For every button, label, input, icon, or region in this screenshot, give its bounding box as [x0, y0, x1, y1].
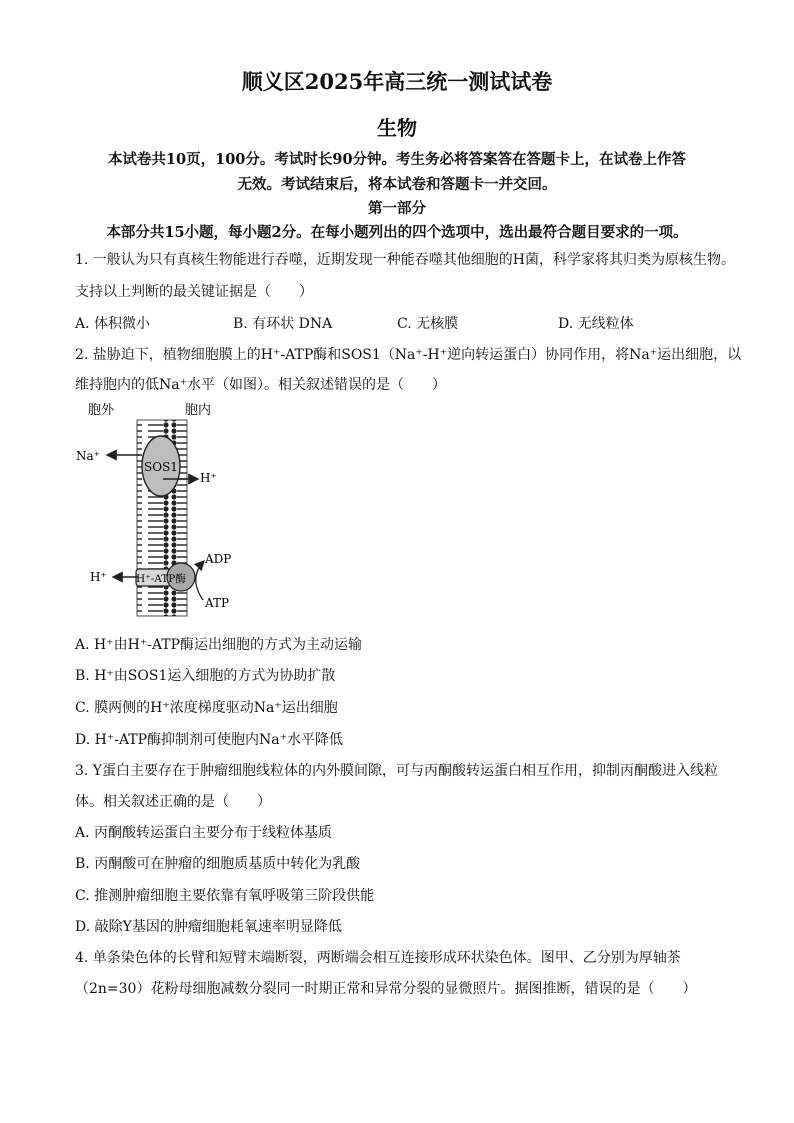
adp-label: ADP: [205, 552, 232, 566]
na-label: Na⁺: [76, 449, 100, 463]
q2-option-c: C. 膜两侧的H⁺浓度梯度驱动Na⁺运出细胞: [75, 700, 338, 716]
instructions-line-2: 无效。考试结束后，将本试卷和答题卡一并交回。: [237, 176, 557, 193]
part-heading: 第一部分: [368, 200, 426, 217]
q3-option-a: A. 丙酮酸转运蛋白主要分布于线粒体基质: [75, 825, 333, 841]
q1-stem-line-1: 1. 一般认为只有真核生物能进行吞噬，近期发现一种能吞噬其他细胞的H菌，科学家将其归类为原核生物。: [75, 252, 736, 268]
instructions-line-1: 本试卷共10页，100分。考试时长90分钟。考生务必将答案答在答题卡上，在试卷上作答: [107, 151, 687, 168]
membrane-transport-diagram: [70, 398, 250, 620]
q1-option-c: C. 无核膜: [397, 316, 459, 332]
atp-label: ATP: [205, 596, 230, 610]
h-atpase-label: H⁺-ATP酶: [136, 573, 186, 585]
subject-title: 生物: [377, 116, 417, 140]
atp-to-adp-arrow: [196, 561, 204, 600]
exam-title: 顺义区2025年高三统一测试试卷: [241, 69, 553, 94]
inside-label: 胞内: [185, 403, 212, 418]
q2-option-b: B. H⁺由SOS1运入细胞的方式为协助扩散: [75, 668, 336, 684]
part-description: 本部分共15小题，每小题2分。在每小题列出的四个选项中，选出最符合题目要求的一项。: [106, 224, 688, 241]
q1-stem-line-2: 支持以上判断的最关键证据是（ ）: [75, 284, 313, 300]
q1-option-a: A. 体积微小: [75, 316, 151, 332]
q3-stem-line-2: 体。相关叙述正确的是（ ）: [75, 794, 271, 810]
h-out-label: H⁺: [90, 570, 107, 584]
q2-option-d: D. H⁺-ATP酶抑制剂可使胞内Na⁺水平降低: [75, 732, 344, 748]
q3-option-c: C. 推测肿瘤细胞主要依靠有氧呼吸第三阶段供能: [75, 888, 375, 904]
h-in-label: H⁺: [200, 471, 217, 485]
q1-option-d: D. 无线粒体: [558, 316, 634, 332]
q2-stem-line-1: 2. 盐胁迫下，植物细胞膜上的H⁺-ATP酶和SOS1（Na⁺-H⁺逆向转运蛋白）协同作用，将Na⁺运出细胞，以: [75, 347, 742, 363]
q2-stem-line-2: 维持胞内的低Na⁺水平（如图）。相关叙述错误的是（ ）: [75, 377, 446, 393]
q3-option-d: D. 敲除Y基因的肿瘤细胞耗氧速率明显降低: [75, 919, 342, 935]
q2-option-a: A. H⁺由H⁺-ATP酶运出细胞的方式为主动运输: [75, 637, 363, 653]
q3-option-b: B. 丙酮酸可在肿瘤的细胞质基质中转化为乳酸: [75, 856, 361, 872]
q3-stem-line-1: 3. Y蛋白主要存在于肿瘤细胞线粒体的内外膜间隙，可与丙酮酸转运蛋白相互作用，抑制丙酮酸进入线粒: [75, 763, 719, 779]
outside-label: 胞外: [88, 403, 115, 418]
q1-option-b: B. 有环状 DNA: [233, 316, 333, 332]
sos1-label: SOS1: [144, 460, 178, 474]
q4-stem-line-2: （2n=30）花粉母细胞减数分裂同一时期正常和异常分裂的显微照片。据图推断，错误的是（ ）: [75, 981, 697, 997]
q4-stem-line-1: 4. 单条染色体的长臂和短臂末端断裂，两断端会相互连接形成环状染色体。图甲、乙分别为厚轴茶: [75, 950, 681, 966]
